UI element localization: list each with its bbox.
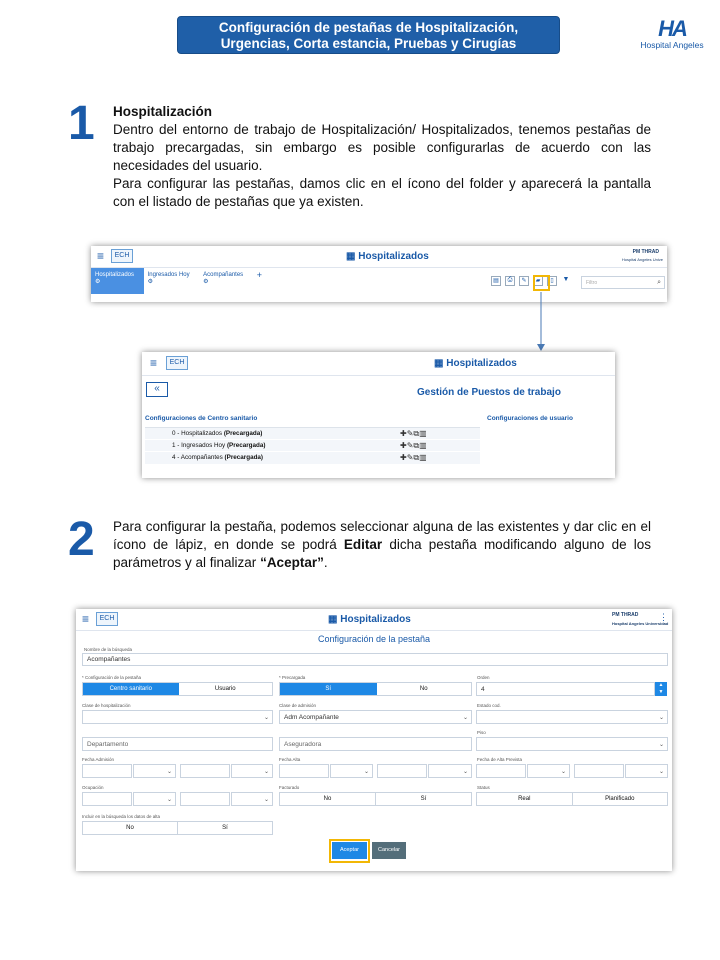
- status-real[interactable]: Real: [518, 796, 531, 802]
- config-toggle: [82, 682, 273, 696]
- print-icon[interactable]: ⎙: [505, 276, 515, 286]
- status-planificado[interactable]: Planificado: [572, 793, 668, 805]
- search-input[interactable]: Filtro ⌕: [581, 276, 665, 289]
- precargada-label: * Precargada: [279, 675, 306, 680]
- aseguradora-input[interactable]: Aseguradora: [279, 737, 472, 751]
- user-config-heading: Configuraciones de usuario: [487, 415, 573, 422]
- folder-icon[interactable]: ▰: [533, 276, 543, 286]
- tab-ingresados-hoy[interactable]: Ingresados Hoy ⚙: [147, 272, 190, 285]
- config-usuario-option[interactable]: Usuario: [214, 686, 236, 692]
- title-line-1: Configuración de pestañas de Hospitalización,: [218, 20, 519, 35]
- facturado-yes[interactable]: Sí: [375, 793, 471, 805]
- cancel-button[interactable]: Cancelar: [372, 842, 406, 859]
- departamento-input[interactable]: Departamento: [82, 737, 273, 751]
- tab-acompanantes[interactable]: Acompañantes ⚙: [203, 272, 244, 285]
- ech-logo: ECH: [111, 249, 133, 263]
- add-icon[interactable]: ✚: [400, 429, 407, 438]
- fecha-alta-prev-from[interactable]: [476, 764, 526, 778]
- menu-icon[interactable]: ≡: [82, 612, 90, 626]
- tab-hospitalizados[interactable]: Hospitalizados ⚙: [91, 268, 144, 294]
- orden-label: Orden: [477, 675, 490, 680]
- back-button[interactable]: «: [146, 382, 168, 397]
- fecha-alta-prev-from-time[interactable]: [527, 764, 570, 778]
- piso-label: Piso: [477, 730, 486, 735]
- chevron-down-icon: ⌄: [263, 714, 269, 721]
- facturado-no[interactable]: No: [323, 796, 332, 802]
- step2-text: Para configurar la pestaña, podemos seleccionar alguna de las existentes y dar clic en el ícono de lápiz, en donde se podrá Editar dicha pestaña modificando alguno de los parámetros y al finalizar “Aceptar”.: [113, 519, 651, 570]
- logo-mark: HA: [658, 16, 686, 41]
- chevron-down-icon: ⌄: [560, 768, 566, 775]
- orden-stepper[interactable]: ▲ ▼: [655, 682, 667, 696]
- incluir-yes[interactable]: Sí: [177, 822, 272, 834]
- copy-icon[interactable]: ⧉: [413, 441, 420, 450]
- user-name: PM THRAD: [632, 249, 659, 255]
- trash-icon[interactable]: ▥: [419, 453, 427, 462]
- pencil-icon[interactable]: ✎: [406, 453, 414, 462]
- search-name-input[interactable]: Acompañantes: [82, 653, 668, 666]
- menu-icon[interactable]: ≡: [97, 249, 105, 263]
- accept-button[interactable]: Aceptar: [332, 842, 367, 859]
- ech-logo: ECH: [96, 612, 118, 626]
- fecha-alta-from[interactable]: [279, 764, 329, 778]
- trash-icon[interactable]: ▥: [419, 441, 427, 450]
- fecha-alta-prev-to[interactable]: [574, 764, 624, 778]
- user-name: PM THRAD: [612, 612, 639, 618]
- center-config-heading: Configuraciones de Centro sanitario: [145, 415, 258, 422]
- fecha-ingreso-to[interactable]: [180, 764, 230, 778]
- app-title: ▦ Hospitalizados: [328, 614, 411, 625]
- folder-highlight: [533, 275, 550, 291]
- screenshot-gestion-puestos: [142, 352, 615, 478]
- list-icon[interactable]: ▤: [491, 276, 501, 286]
- building-icon: ▦: [328, 614, 341, 625]
- ocupacion-to-select[interactable]: [231, 792, 273, 806]
- ocupacion-from[interactable]: [82, 792, 132, 806]
- ocupacion-label: Ocupación: [82, 785, 104, 790]
- precargada-yes[interactable]: Sí: [280, 683, 377, 695]
- fecha-ingreso-from-time[interactable]: [133, 764, 176, 778]
- list-item[interactable]: 4 - Acompañantes (Precargada) ✚✎⧉▥: [172, 453, 427, 462]
- row-actions: [400, 452, 427, 464]
- accept-highlight: [329, 839, 370, 863]
- row-actions: [400, 440, 427, 452]
- precargada-toggle: [279, 682, 472, 696]
- step1-paragraph-2: Para configurar las pestañas, damos clic en el ícono del folder y aparecerá la pantalla con el listado de pestañas que ya existen.: [113, 176, 651, 209]
- estado-select[interactable]: [476, 710, 668, 724]
- step-number-1: 1: [68, 97, 95, 150]
- incluir-no[interactable]: No: [126, 825, 134, 831]
- menu-icon[interactable]: ≡: [150, 356, 158, 370]
- chevron-down-icon: ⌄: [263, 796, 269, 803]
- orden-input[interactable]: 4: [476, 682, 655, 696]
- step1-heading: Hospitalización: [113, 104, 213, 119]
- step-number-2: 2: [68, 513, 95, 566]
- logo-text: Hospital Angeles: [640, 40, 704, 50]
- fecha-alta-prev-label: Fecha de Alta Prevista: [477, 757, 523, 762]
- row-actions: [400, 428, 427, 440]
- facturado-label: Facturado: [279, 785, 300, 790]
- add-icon[interactable]: ✚: [400, 441, 407, 450]
- search-icon[interactable]: ⌕: [657, 278, 661, 286]
- page-title: Configuración de la pestaña: [317, 634, 431, 644]
- step1-text: [113, 103, 651, 211]
- search-name-label: Nombre de la búsqueda: [84, 647, 133, 652]
- clase-hosp-label: Clase de hospitalización: [82, 703, 131, 708]
- config-label: * Configuración de la pestaña: [82, 675, 142, 680]
- incluir-toggle: [82, 821, 273, 835]
- user-org: Hospital Angeles Unive: [621, 257, 663, 262]
- chevron-down-icon: ⌄: [462, 714, 468, 721]
- fecha-alta-prev-to-time[interactable]: [625, 764, 668, 778]
- chevron-down-icon: ⌄: [462, 768, 468, 775]
- precargada-no[interactable]: No: [419, 686, 428, 692]
- fecha-alta-to[interactable]: [377, 764, 427, 778]
- building-icon: ▦: [434, 358, 447, 369]
- edit-icon[interactable]: ✎: [519, 276, 529, 286]
- chevron-down-icon: ⌄: [658, 768, 664, 775]
- clase-adm-select[interactable]: Adm Acompañante ⌄: [279, 710, 472, 724]
- hospital-logo: [640, 16, 704, 50]
- copy-icon[interactable]: ⧉: [413, 453, 420, 462]
- gear-icon[interactable]: ⚙: [95, 279, 101, 285]
- toolbar: [491, 276, 571, 286]
- estado-label: Estado cod.: [477, 703, 501, 708]
- fecha-ingreso-label: Fecha Admisión: [82, 757, 115, 762]
- clase-hosp-select[interactable]: [82, 710, 273, 724]
- clase-adm-label: Clase de admisión: [279, 703, 317, 708]
- fecha-ingreso-from[interactable]: [82, 764, 132, 778]
- incluir-label: Incluir en la búsqueda los datos de alta: [82, 814, 161, 819]
- ech-logo: ECH: [166, 356, 188, 370]
- document-title: [177, 16, 560, 54]
- screenshot-config-pestana: [76, 609, 672, 871]
- gear-icon[interactable]: ⚙: [203, 279, 209, 285]
- list-item[interactable]: 1 - Ingresados Hoy (Precargada) ✚✎⧉▥: [145, 440, 480, 452]
- building-icon: ▦: [346, 251, 359, 262]
- page-title: Gestión de Puestos de trabajo: [417, 387, 561, 398]
- chevron-down-icon: ⌄: [658, 741, 664, 748]
- screenshot-hospitalizados-tabs: [91, 246, 667, 302]
- step1-paragraph-1: Dentro del entorno de trabajo de Hospitalización/ Hospitalizados, tenemos pestañas de trabajo precargadas, sin embargo es posible configurarlas de acuerdo con las necesidades del usuario.: [113, 122, 651, 173]
- trash-icon[interactable]: ▥: [419, 429, 427, 438]
- more-options-icon[interactable]: ⋮: [659, 612, 668, 622]
- document-icon[interactable]: ▯: [547, 276, 557, 286]
- app-title: ▦ Hospitalizados: [434, 358, 517, 369]
- fecha-alta-label: Fecha Alta: [279, 757, 301, 762]
- status-label: Status: [477, 785, 490, 790]
- facturado-toggle: [279, 792, 472, 806]
- title-line-2: Urgencias, Corta estancia, Pruebas y Cirugías: [220, 36, 517, 51]
- ocupacion-from-select[interactable]: [133, 792, 176, 806]
- chevron-down-icon: ⌄: [166, 796, 172, 803]
- status-toggle: [476, 792, 668, 806]
- chevron-down-icon: ⌄: [658, 714, 664, 721]
- config-list: [145, 427, 480, 464]
- copy-icon[interactable]: ⧉: [413, 429, 420, 438]
- filter-icon[interactable]: ▼: [562, 276, 570, 283]
- add-icon[interactable]: ✚: [400, 453, 407, 462]
- chevron-down-icon: ⌄: [263, 768, 269, 775]
- connector-arrow: [530, 290, 550, 352]
- add-tab-button[interactable]: +: [256, 270, 263, 280]
- pencil-icon[interactable]: ✎: [406, 441, 414, 450]
- fecha-alta-from-time[interactable]: [330, 764, 373, 778]
- app-title: ▦ Hospitalizados: [346, 251, 429, 262]
- pencil-icon[interactable]: ✎: [406, 429, 414, 438]
- fecha-ingreso-to-time[interactable]: [231, 764, 273, 778]
- ocupacion-to[interactable]: [180, 792, 230, 806]
- config-centro-option[interactable]: Centro sanitario: [83, 683, 179, 695]
- piso-select[interactable]: [476, 737, 668, 751]
- user-org: Hospital Angeles Universidad: [612, 621, 669, 626]
- chevron-down-icon: ⌄: [166, 768, 172, 775]
- chevron-down-icon: ⌄: [363, 768, 369, 775]
- gear-icon[interactable]: ⚙: [147, 279, 154, 285]
- list-item[interactable]: 0 - Hospitalizados (Precargada) ✚✎⧉▥: [145, 428, 480, 440]
- fecha-alta-to-time[interactable]: [428, 764, 472, 778]
